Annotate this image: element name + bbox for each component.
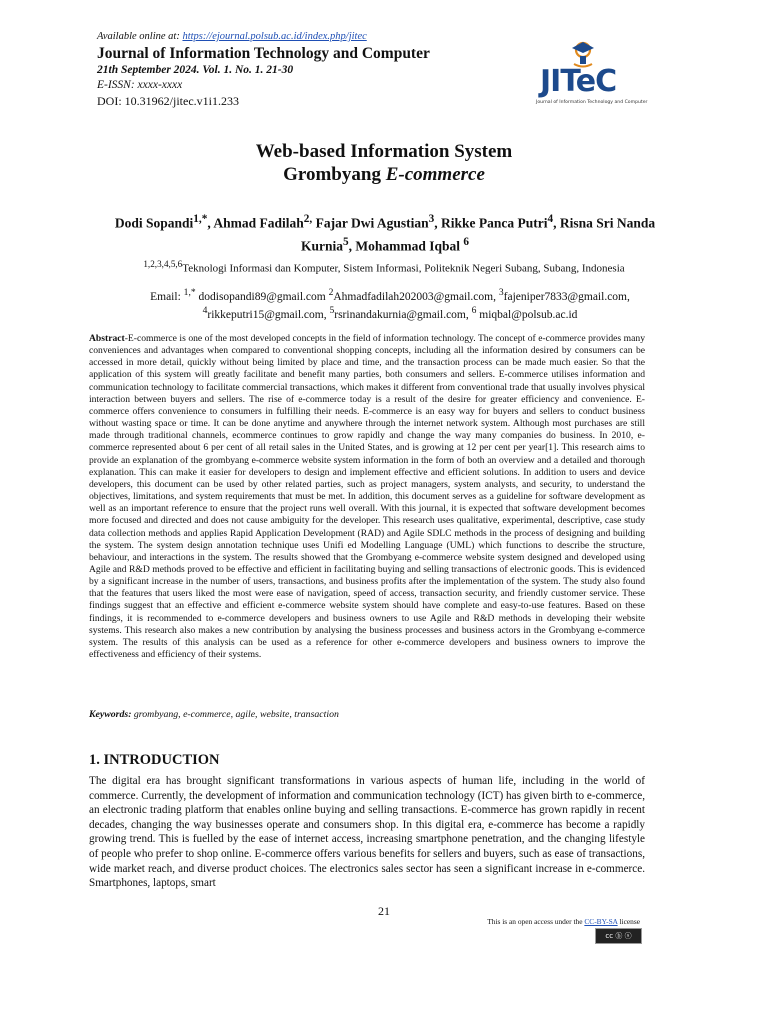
journal-name: Journal of Information Technology and Computer bbox=[97, 45, 430, 62]
issue-info: 21th September 2024. Vol. 1. No. 1. 21-30 bbox=[97, 64, 294, 76]
cc-license-badge-icon[interactable]: cc ⓑ ⓢ bbox=[595, 928, 642, 944]
logo-tagline: Journal of Information Technology and Computer bbox=[536, 100, 648, 105]
email-5: rsrinandakurnia@gmail.com, bbox=[334, 308, 472, 321]
section-heading-introduction: 1. INTRODUCTION bbox=[89, 752, 220, 768]
email-6: miqbal@polsub.ac.id bbox=[476, 308, 578, 321]
email-5-sup: 5 bbox=[329, 304, 335, 316]
email-1: dodisopandi89@gmail.com bbox=[195, 290, 329, 303]
doi: DOI: 10.31962/jitec.v1i1.233 bbox=[97, 94, 239, 108]
author-4: , Rikke Panca Putri bbox=[434, 215, 548, 231]
affiliation-sup: 1,2,3,4,5,6 bbox=[143, 259, 183, 269]
author-3: Fajar Dwi Agustian bbox=[312, 215, 429, 231]
author-3-sup: 3 bbox=[428, 213, 435, 225]
abstract bbox=[89, 333, 645, 661]
email-2-sup: 2 bbox=[328, 287, 334, 298]
logo-wordmark: JITeC bbox=[540, 64, 617, 99]
jitec-logo bbox=[536, 38, 656, 110]
author-1-sup: 1,* bbox=[193, 213, 208, 225]
author-2-sup: 2, bbox=[303, 213, 313, 225]
email-4: rikkeputri15@gmail.com, bbox=[207, 308, 330, 321]
paper-title bbox=[84, 140, 684, 186]
email-4-sup: 4 bbox=[202, 304, 208, 316]
title-line-2-italic: E-commerce bbox=[385, 164, 485, 185]
author-5: , Risna Sri Nanda Kurnia bbox=[300, 215, 656, 253]
affiliation-text: Teknologi Informasi dan Komputer, Sistem Informasi, Politeknik Negeri Subang, Subang, Indonesia bbox=[182, 262, 625, 275]
affiliation bbox=[84, 259, 684, 275]
journal-url-link[interactable]: https://ejournal.polsub.ac.id/index.php/jitec bbox=[182, 31, 367, 42]
email-label: Email: bbox=[150, 290, 184, 303]
license-line bbox=[440, 917, 640, 926]
author-6-sup: 6 bbox=[463, 235, 470, 248]
email-3: fajeniper7833@gmail.com, bbox=[503, 290, 630, 303]
abstract-label: Abstract bbox=[89, 333, 125, 344]
author-5-sup: 5 bbox=[342, 235, 349, 248]
availability-label: Available online at: bbox=[97, 31, 183, 42]
keywords bbox=[89, 709, 645, 720]
email-6-sup: 6 bbox=[471, 304, 477, 316]
cc-by-sa-link[interactable]: CC-BY-SA bbox=[584, 917, 618, 926]
license-suffix: license bbox=[617, 917, 640, 926]
author-6: , Mohammad Iqbal bbox=[348, 238, 464, 253]
introduction-text: The digital era has brought significant transformations in various aspects of human life, including in the world of commerce. Currently, the development of information and communication technology (ICT) has given birth to e-commerce, an electronic trading platform that enables online buying and selling transactions. E-commerce has grown rapidly in recent decades, changing the way businesses operate and consumers shop. In this digital era, e-commerce has become a rapidly growing trend. This is fuelled by the ease of internet access, increasing smartphone penetration, and the changing lifestyle of people who prefer to shop online. E-commerce offers various benefits for sellers and buyers, such as ease of transactions, wide market reach, and diverse product choices. The electronics sales sector has seen a significant increase in e-commerce. Smartphones, laptops, smart bbox=[89, 775, 645, 890]
eissn: E-ISSN: xxxx-xxxx bbox=[97, 79, 183, 91]
keywords-text: grombyang, e-commerce, agile, website, transaction bbox=[131, 709, 339, 720]
email-list bbox=[110, 286, 670, 322]
license-prefix: This is an open access under the bbox=[487, 917, 585, 926]
title-line-1: Web-based Information System bbox=[255, 141, 513, 162]
page-number: 21 bbox=[378, 904, 390, 918]
title-line-2 bbox=[84, 163, 684, 186]
journal-header bbox=[97, 30, 537, 109]
abstract-text: -E-commerce is one of the most developed concepts in the field of information technology. The concept of e-commerce provides many conveniences and advantages when compared to conventional shopping concepts, including all the information desired by consumers can be accessed in more detail, quickly without being limited by place and time, and the transaction process can be made much easier. So that the application of this system will greatly facilitate and benefit many parties, both consumers and sellers. E-commerce utilises information and communication technology to facilitate commercial transactions, which makes it different from conventional trade that usually involves physical interaction between buyers and sellers. The rise of e-commerce today is a result of the desire for greater efficiency and convenience. E-commerce offers convenience to consumers in fulfilling their needs. E-commerce is an easy way for buyers and sellers to conduct business without wasting space or time. It can be done anytime and anywhere through the internet network system. Although most purchases are still made through traditional channels, ecommerce continues to grow rapidly and change the way many companies do business. In 2010, e-commerce represented about 6 per cent of all retail sales in the United States, and is growing at 12 per cent per year[1]. This research aims to provide an explanation of the grombyang e-commerce website system information in the form of both an overview and a detailed and thorough explanation. This can make it easier for developers to design and implement effective and efficient solutions. In addition to users and device developers, this document can be used by other related parties, such as project managers, system analysts, and security, to understand the objectives, limitations, and system requirements that must be met. In addition, this document serves as a guideline for software development as well as an important reference to ensure that the project runs well overall. With this journal, it is expected that software development becomes more focused and directed and does not cause ambiguity for the developer. This research uses qualitative, experimental, descriptive, case study data collection methods and applies Rapid Application Development (RAD) and Agile SDLC methods in the process of designing and building the system. The system design annotation technique uses Unifi ed Modelling Language (UML) which functions to describe the structure, behaviour, and interactions in the system. The results showed that the Grombyang e-commerce website system designed and developed using Agile and R&D methods proved to be effective and efficient in facilitating buying and selling transactions of electronic goods. This is evidenced by a significant increase in the number of users, transactions, and business profits after the implementation of the system. The study also found that the features that users liked the most were ease of navigation, speed of access, transaction security, and friendly customer service. These findings suggest that an effective and efficient e-commerce website system should have complete and easy-to-use features. Based on these findings, it is recommended to e-commerce developers and business owners to use Agile and R&D methods in developing their website systems. This research also makes a new contribution by analysing the business processes and business actors in the Grombyang e-commerce system. The results of this analysis can be used as a reference for other e-commerce developers and business owners to improve the effectiveness and efficiency of their systems. bbox=[89, 333, 645, 661]
email-1-sup: 1,* bbox=[183, 287, 196, 298]
email-3-sup: 3 bbox=[498, 287, 504, 298]
availability-line bbox=[97, 30, 537, 44]
title-line-2-plain: Grombyang bbox=[283, 164, 386, 185]
author-1: Dodi Sopandi bbox=[114, 215, 194, 231]
keywords-label: Keywords: bbox=[89, 709, 132, 720]
email-2: Ahmadfadilah202003@gmail.com, bbox=[333, 290, 499, 303]
author-2: , Ahmad Fadilah bbox=[207, 215, 304, 231]
author-list bbox=[90, 210, 680, 255]
author-4-sup: 4 bbox=[547, 213, 554, 225]
